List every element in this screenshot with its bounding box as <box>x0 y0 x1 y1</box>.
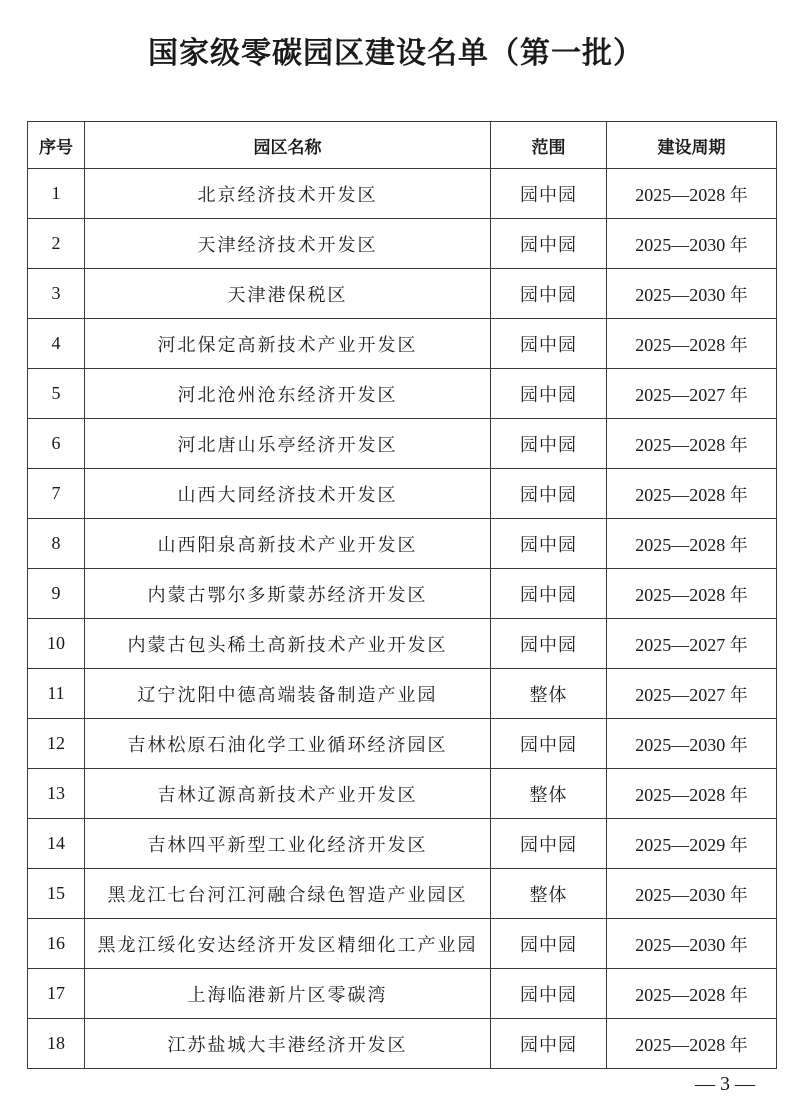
cell-park-name: 河北保定高新技术产业开发区 <box>85 319 491 369</box>
cell-serial-number: 13 <box>28 769 85 819</box>
cell-scope: 园中园 <box>491 419 607 469</box>
cell-serial-number: 3 <box>28 269 85 319</box>
cell-scope: 园中园 <box>491 619 607 669</box>
cell-construction-period: 2025—2030 年 <box>607 719 777 769</box>
cell-scope: 园中园 <box>491 369 607 419</box>
table-row <box>28 619 777 669</box>
cell-construction-period: 2025—2030 年 <box>607 219 777 269</box>
cell-scope: 园中园 <box>491 169 607 219</box>
cell-serial-number: 4 <box>28 319 85 369</box>
cell-construction-period: 2025—2028 年 <box>607 419 777 469</box>
cell-construction-period: 2025—2028 年 <box>607 469 777 519</box>
cell-scope: 园中园 <box>491 719 607 769</box>
table-row <box>28 1019 777 1069</box>
cell-park-name: 辽宁沈阳中德高端装备制造产业园 <box>85 669 491 719</box>
cell-serial-number: 8 <box>28 519 85 569</box>
park-list-table <box>27 121 777 1069</box>
table-header-row <box>28 122 777 169</box>
cell-serial-number: 15 <box>28 869 85 919</box>
cell-park-name: 吉林辽源高新技术产业开发区 <box>85 769 491 819</box>
cell-park-name: 吉林松原石油化学工业循环经济园区 <box>85 719 491 769</box>
table-row <box>28 819 777 869</box>
table-row <box>28 469 777 519</box>
cell-construction-period: 2025—2030 年 <box>607 269 777 319</box>
cell-construction-period: 2025—2027 年 <box>607 619 777 669</box>
cell-construction-period: 2025—2027 年 <box>607 369 777 419</box>
cell-scope: 园中园 <box>491 219 607 269</box>
cell-construction-period: 2025—2028 年 <box>607 1019 777 1069</box>
cell-construction-period: 2025—2030 年 <box>607 919 777 969</box>
cell-construction-period: 2025—2029 年 <box>607 819 777 869</box>
cell-construction-period: 2025—2028 年 <box>607 569 777 619</box>
cell-construction-period: 2025—2028 年 <box>607 169 777 219</box>
cell-scope: 整体 <box>491 669 607 719</box>
table-row <box>28 569 777 619</box>
cell-construction-period: 2025—2027 年 <box>607 669 777 719</box>
cell-park-name: 河北沧州沧东经济开发区 <box>85 369 491 419</box>
table-row <box>28 219 777 269</box>
cell-construction-period: 2025—2028 年 <box>607 969 777 1019</box>
page-number: — 3 — <box>695 1073 755 1095</box>
header-park-name: 园区名称 <box>85 122 491 169</box>
cell-serial-number: 14 <box>28 819 85 869</box>
header-construction-period: 建设周期 <box>607 122 777 169</box>
table-row <box>28 869 777 919</box>
cell-scope: 园中园 <box>491 469 607 519</box>
cell-scope: 园中园 <box>491 1019 607 1069</box>
cell-park-name: 吉林四平新型工业化经济开发区 <box>85 819 491 869</box>
cell-scope: 园中园 <box>491 319 607 369</box>
cell-serial-number: 17 <box>28 969 85 1019</box>
cell-scope: 整体 <box>491 769 607 819</box>
cell-scope: 园中园 <box>491 569 607 619</box>
table-row <box>28 419 777 469</box>
header-scope: 范围 <box>491 122 607 169</box>
cell-scope: 整体 <box>491 869 607 919</box>
cell-serial-number: 2 <box>28 219 85 269</box>
cell-serial-number: 5 <box>28 369 85 419</box>
cell-park-name: 内蒙古包头稀土高新技术产业开发区 <box>85 619 491 669</box>
cell-park-name: 上海临港新片区零碳湾 <box>85 969 491 1019</box>
cell-park-name: 天津经济技术开发区 <box>85 219 491 269</box>
cell-serial-number: 7 <box>28 469 85 519</box>
cell-park-name: 天津港保税区 <box>85 269 491 319</box>
table-row <box>28 369 777 419</box>
header-serial-number: 序号 <box>28 122 85 169</box>
cell-park-name: 山西大同经济技术开发区 <box>85 469 491 519</box>
table-row <box>28 319 777 369</box>
table-row <box>28 769 777 819</box>
cell-park-name: 山西阳泉高新技术产业开发区 <box>85 519 491 569</box>
table-row <box>28 719 777 769</box>
cell-park-name: 北京经济技术开发区 <box>85 169 491 219</box>
cell-serial-number: 18 <box>28 1019 85 1069</box>
cell-park-name: 黑龙江绥化安达经济开发区精细化工产业园 <box>85 919 491 969</box>
cell-scope: 园中园 <box>491 969 607 1019</box>
table-row <box>28 269 777 319</box>
document-title: 国家级零碳园区建设名单（第一批） <box>148 36 644 71</box>
cell-serial-number: 6 <box>28 419 85 469</box>
table-row <box>28 919 777 969</box>
cell-serial-number: 9 <box>28 569 85 619</box>
table-row <box>28 519 777 569</box>
cell-park-name: 河北唐山乐亭经济开发区 <box>85 419 491 469</box>
table-row <box>28 969 777 1019</box>
cell-serial-number: 12 <box>28 719 85 769</box>
cell-serial-number: 1 <box>28 169 85 219</box>
cell-scope: 园中园 <box>491 819 607 869</box>
cell-park-name: 内蒙古鄂尔多斯蒙苏经济开发区 <box>85 569 491 619</box>
cell-construction-period: 2025—2028 年 <box>607 769 777 819</box>
cell-serial-number: 11 <box>28 669 85 719</box>
table-row <box>28 669 777 719</box>
table-body <box>28 169 777 1069</box>
cell-scope: 园中园 <box>491 919 607 969</box>
cell-park-name: 江苏盐城大丰港经济开发区 <box>85 1019 491 1069</box>
cell-park-name: 黑龙江七台河江河融合绿色智造产业园区 <box>85 869 491 919</box>
cell-serial-number: 16 <box>28 919 85 969</box>
cell-scope: 园中园 <box>491 269 607 319</box>
cell-construction-period: 2025—2030 年 <box>607 869 777 919</box>
cell-construction-period: 2025—2028 年 <box>607 319 777 369</box>
cell-serial-number: 10 <box>28 619 85 669</box>
cell-construction-period: 2025—2028 年 <box>607 519 777 569</box>
table-row <box>28 169 777 219</box>
cell-scope: 园中园 <box>491 519 607 569</box>
